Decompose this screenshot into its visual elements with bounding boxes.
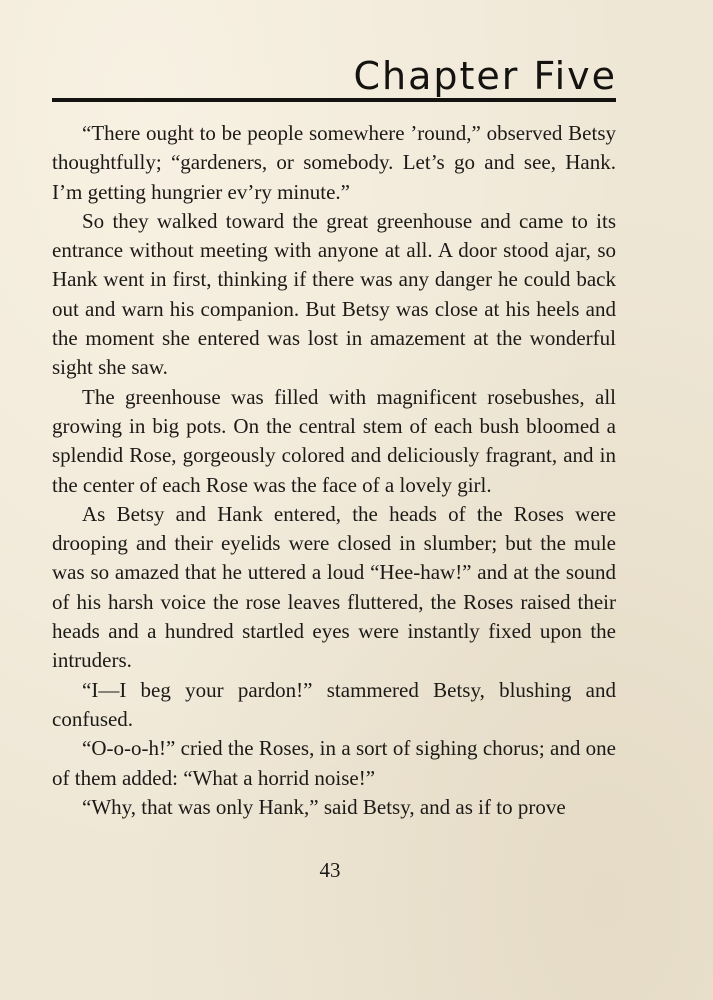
chapter-title: Chapter Five xyxy=(353,54,617,98)
chapter-rule xyxy=(52,98,616,102)
paragraph: So they walked toward the great greenhouse and came to its entrance without meeting with anyone at all. A door stood ajar, so Hank went in first, thinking if there was any danger he could back out and warn his companion. But Betsy was close at his heels and the moment she entered was lost in amazement at the wonderful sight she saw. xyxy=(52,208,616,380)
body-text xyxy=(52,119,616,822)
paragraph: “I—I beg your pardon!” stammered Betsy, blushing and confused. xyxy=(52,677,616,731)
paragraph: “Why, that was only Hank,” said Betsy, and as if to prove xyxy=(82,794,566,819)
paragraph: The greenhouse was filled with magnificent rosebushes, all growing in big pots. On the central stem of each bush bloomed a splendid Rose, gorgeously colored and deliciously fragrant, and in the center of each Rose was the face of a lovely girl. xyxy=(52,384,616,497)
paragraph: As Betsy and Hank entered, the heads of the Roses were drooping and their eyelids were closed in slumber; but the mule was so amazed that he uttered a loud “Hee-haw!” and at the sound of his harsh voice the rose leaves fluttered, the Roses raised their heads and a hundred startled eyes were instantly fixed upon the intruders. xyxy=(52,501,616,673)
paragraph: “O-o-o-h!” cried the Roses, in a sort of sighing chorus; and one of them added: “What a horrid noise!” xyxy=(52,736,616,790)
paragraph: “There ought to be people somewhere ’round,” observed Betsy thoughtfully; “gardeners, or somebody. Let’s go and see, Hank. I’m getting hungrier ev’ry minute.” xyxy=(52,121,616,204)
page-number: 43 xyxy=(319,858,341,882)
